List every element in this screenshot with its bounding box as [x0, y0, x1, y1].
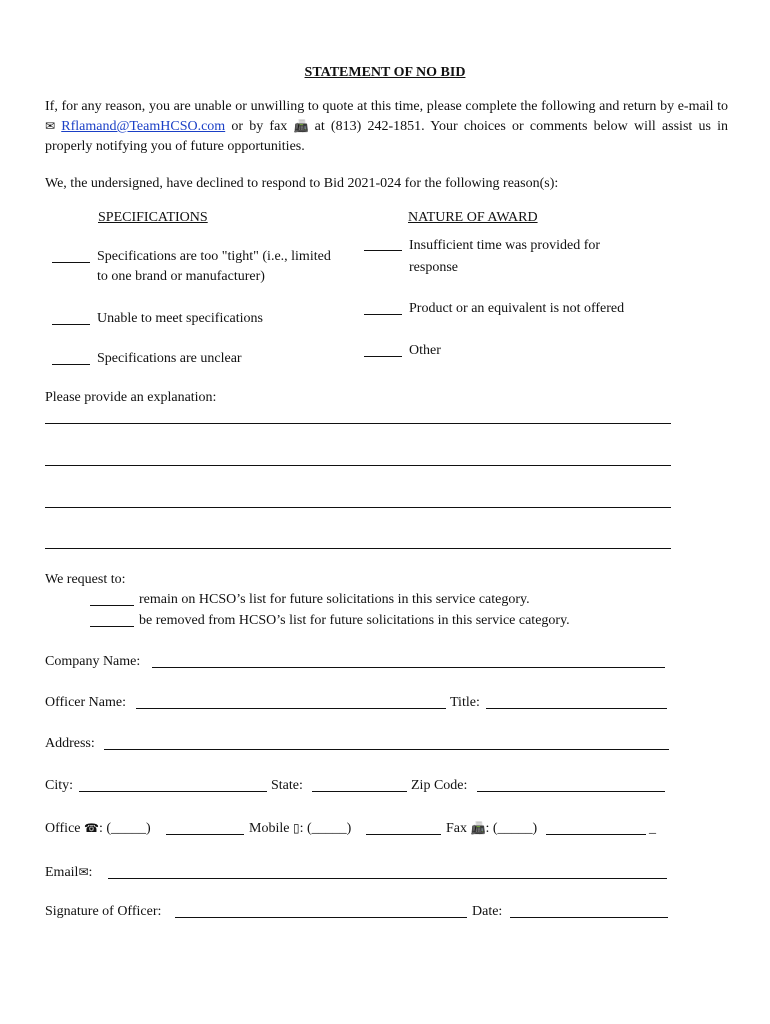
officer-name-field[interactable] [136, 708, 446, 709]
fax-icon: 📠 [293, 119, 309, 133]
request-remain-option: remain on HCSO’s list for future solicitations in this service category. [139, 592, 530, 607]
city-label: City: [45, 778, 74, 793]
office-phone-field[interactable] [166, 834, 244, 835]
spec-unable-checkbox-line[interactable] [52, 324, 90, 325]
zip-code-label: Zip Code: [411, 778, 468, 793]
email-field[interactable] [108, 878, 667, 879]
spec-tight-checkbox-line[interactable] [52, 262, 90, 263]
award-reason-product: Product or an equivalent is not offered [409, 301, 625, 316]
spec-reason-tight-line2: to one brand or manufacturer) [97, 269, 265, 284]
specifications-header: SPECIFICATIONS [98, 210, 208, 225]
mobile-phone-field[interactable] [366, 834, 441, 835]
office-area-code: : (_____) [98, 821, 151, 836]
request-label: We request to: [45, 572, 126, 587]
intro-text-mid: or by fax [231, 119, 288, 134]
zip-code-field[interactable] [477, 791, 665, 792]
intro-text-before: If, for any reason, you are unable or unwilling to quote at this time, please complete the following and return by e-mail to [45, 99, 728, 114]
page-title: STATEMENT OF NO BID [304, 65, 466, 80]
spec-unclear-checkbox-line[interactable] [52, 364, 90, 365]
fax-field[interactable] [546, 834, 646, 835]
email-label [45, 864, 92, 881]
award-time-checkbox-line[interactable] [364, 250, 402, 251]
company-name-label: Company Name: [45, 654, 141, 669]
spec-reason-unable: Unable to meet specifications [97, 311, 263, 326]
award-reason-time-line2: response [409, 260, 458, 275]
email-link[interactable]: Rflamand@TeamHCSO.com [61, 119, 226, 134]
spec-reason-unclear: Specifications are unclear [97, 351, 242, 366]
award-reason-other: Other [409, 343, 441, 358]
fax-icon: 📠 [470, 821, 486, 835]
phone-icon: ☎ [84, 821, 99, 835]
envelope-icon: ✉ [45, 119, 56, 133]
award-other-checkbox-line[interactable] [364, 356, 402, 357]
address-field[interactable] [104, 749, 669, 750]
email-label-text: Email [45, 865, 79, 880]
remain-on-list-checkbox-line[interactable] [90, 605, 134, 606]
explanation-line-2[interactable] [45, 465, 671, 466]
fax-label [446, 820, 537, 837]
explanation-line-3[interactable] [45, 507, 671, 508]
date-field[interactable] [510, 917, 668, 918]
envelope-icon: ✉ [78, 865, 89, 879]
explanation-label: Please provide an explanation: [45, 390, 217, 405]
explanation-line-1[interactable] [45, 423, 671, 424]
title-field[interactable] [486, 708, 667, 709]
spec-reason-tight-line1: Specifications are too "tight" (i.e., limited [97, 249, 331, 264]
state-field[interactable] [312, 791, 407, 792]
email-colon: : [88, 865, 93, 880]
request-remove-option: be removed from HCSO’s list for future solicitations in this service category. [139, 613, 570, 628]
declined-statement: We, the undersigned, have declined to respond to Bid 2021-024 for the following reason(s): [45, 176, 559, 191]
mobile-phone-icon: ▯ [292, 821, 300, 835]
office-phone-label [45, 820, 151, 837]
mobile-phone-label [249, 820, 351, 837]
award-product-checkbox-line[interactable] [364, 314, 402, 315]
title-label: Title: [450, 695, 480, 710]
mobile-area-code: : (_____) [299, 821, 352, 836]
intro-text-after: at (813) 242-1851. Your choices or comments below will assist us in properly notifying you of future opportunities. [45, 119, 728, 154]
office-label-text: Office [45, 821, 81, 836]
remove-from-list-checkbox-line[interactable] [90, 626, 134, 627]
officer-name-label: Officer Name: [45, 695, 126, 710]
explanation-line-4[interactable] [45, 548, 671, 549]
award-reason-time-line1: Insufficient time was provided for [409, 238, 601, 253]
date-label: Date: [472, 904, 503, 919]
city-field[interactable] [79, 791, 267, 792]
address-label: Address: [45, 736, 95, 751]
fax-area-code: : (_____) [485, 821, 538, 836]
company-name-field[interactable] [152, 667, 665, 668]
nature-of-award-header: NATURE OF AWARD [408, 210, 538, 225]
signature-field[interactable] [175, 917, 467, 918]
fax-field-tail: _ [649, 821, 656, 836]
fax-label-text: Fax [446, 821, 467, 836]
signature-label: Signature of Officer: [45, 904, 162, 919]
mobile-label-text: Mobile [249, 821, 290, 836]
state-label: State: [271, 778, 303, 793]
intro-paragraph [45, 97, 728, 157]
